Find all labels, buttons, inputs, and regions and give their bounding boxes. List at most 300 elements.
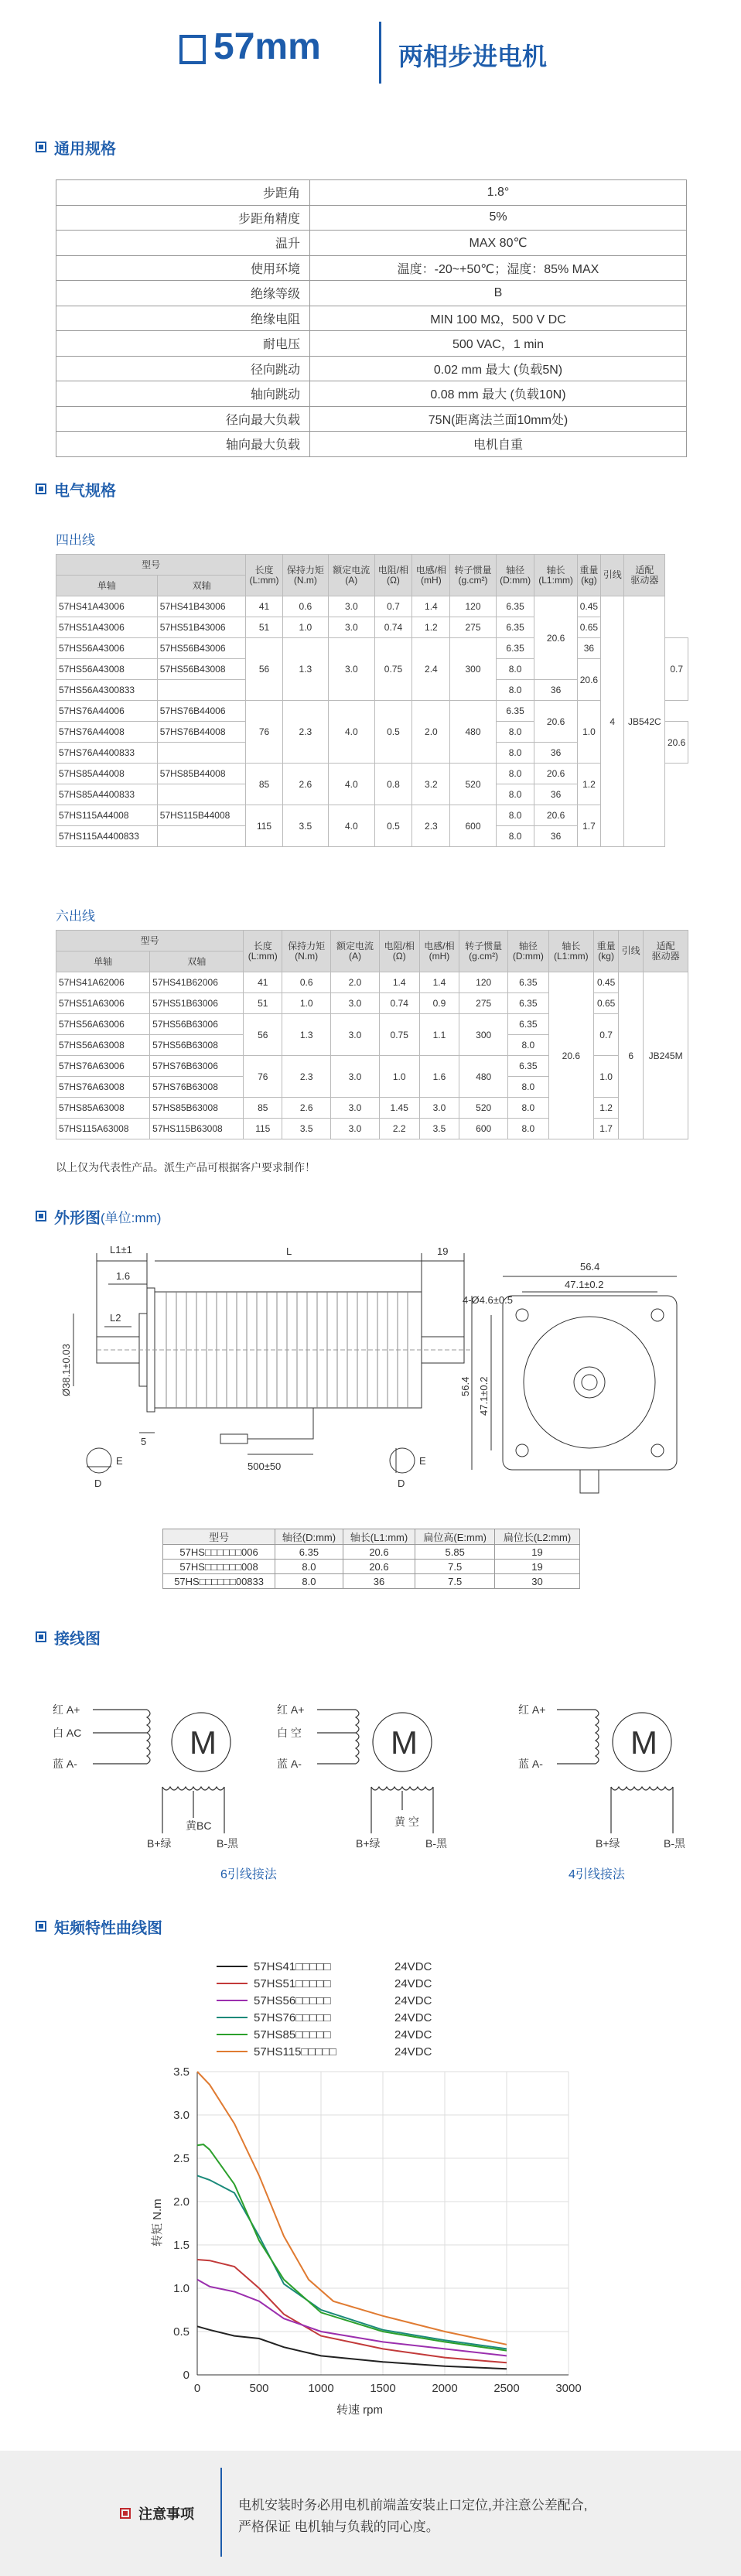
header-cell: 适配 驱动器 (644, 931, 688, 972)
cell: 4.0 (329, 701, 374, 764)
cell: 1.0 (282, 993, 331, 1014)
cell: 57HS41B62006 (150, 972, 244, 993)
wire-red: 红 A+ (53, 1703, 80, 1716)
header-cell: 单轴 (56, 951, 150, 972)
cell: 120 (450, 596, 496, 617)
wire-white-2: 白 空 (277, 1727, 302, 1739)
x-tick-label: 2000 (432, 2382, 458, 2395)
series-line-2 (197, 2260, 507, 2362)
header-cell: 重量 (kg) (594, 931, 619, 972)
header-cell: 引线 (619, 931, 644, 972)
cell: 1.4 (419, 972, 459, 993)
y-tick-label: 0 (183, 2369, 190, 2382)
x-tick-label: 1500 (370, 2382, 396, 2395)
header-cell: 双轴 (157, 576, 246, 596)
y-tick-label: 3.5 (173, 2065, 190, 2079)
cell: 57HS76A4400833 (56, 743, 158, 764)
dim-19: 19 (437, 1245, 449, 1257)
header-cell: 轴长(L1:mm) (343, 1529, 415, 1545)
cell: 8.0 (508, 1035, 549, 1056)
section-bullet-icon (36, 1211, 46, 1221)
cell: 0.5 (374, 805, 412, 847)
cell: 57HS56A43008 (56, 659, 158, 680)
cell: 520 (459, 1098, 508, 1119)
cell: 6.35 (508, 1056, 549, 1077)
dim-lead-length: 500±50 (248, 1461, 282, 1472)
legend-voltage: 24VDC (394, 1977, 432, 1990)
header-cell: 额定电流 (A) (331, 931, 380, 972)
spec-row (56, 306, 687, 331)
cell: 1.6 (419, 1056, 459, 1098)
dim-flange-width: 56.4 (580, 1261, 600, 1273)
spec-row (56, 255, 687, 281)
y-tick-label: 1.5 (173, 2239, 190, 2252)
legend-label: 57HS56□□□□□ (254, 1994, 331, 2007)
cell: B (310, 281, 687, 306)
table-row (56, 1014, 688, 1035)
cell: 1.2 (577, 764, 600, 805)
dim-hole-pitch-h: 47.1±0.2 (565, 1279, 604, 1290)
four-lead-table (56, 554, 688, 847)
cell: 57HS76B63006 (150, 1056, 244, 1077)
header-cell: 电感/相 (mH) (412, 555, 450, 596)
cell: 520 (450, 764, 496, 805)
cell: 1.7 (594, 1119, 619, 1139)
section-torque-title: 矩频特性曲线图 (36, 1918, 162, 1934)
dim-d-left: D (94, 1478, 102, 1489)
cell: 57HS85A44008 (56, 764, 158, 784)
cell: 85 (246, 764, 282, 805)
y-tick-label: 2.0 (173, 2195, 190, 2209)
header-cell: 型号 (56, 555, 246, 576)
six-lead-subtitle: 六出线 (56, 909, 95, 924)
header-cell: 电阻/相 (Ω) (379, 931, 419, 972)
cell: 56 (244, 1014, 282, 1056)
torque-chart (116, 1957, 611, 2421)
cell: 115 (244, 1119, 282, 1139)
cell: 30 (495, 1574, 580, 1589)
cell: 57HS115B63008 (150, 1119, 244, 1139)
cell: 57HS56A4300833 (56, 680, 158, 701)
table-row (163, 1560, 580, 1574)
cell: 36 (577, 638, 600, 659)
cell: 57HS56B63008 (150, 1035, 244, 1056)
cell: 6.35 (508, 1014, 549, 1035)
cell: 20.6 (534, 764, 577, 784)
legend-voltage: 24VDC (394, 2028, 432, 2041)
wire-yellow: 黄BC (186, 1819, 212, 1832)
cell: 8.0 (496, 680, 534, 701)
cell: 8.0 (508, 1119, 549, 1139)
cell: 600 (450, 805, 496, 847)
cell: 8.0 (508, 1077, 549, 1098)
cell: 3.0 (331, 1014, 380, 1056)
cell: 使用环境 (56, 255, 310, 281)
cell: 75N(距离法兰面10mm处) (310, 406, 687, 432)
cell: 0.9 (419, 993, 459, 1014)
spec-row (56, 432, 687, 457)
cell: 1.2 (412, 617, 450, 638)
cell: 0.5 (374, 701, 412, 764)
footer-bullet-icon (120, 2508, 131, 2519)
cell: 8.0 (496, 826, 534, 847)
table-row (56, 805, 688, 826)
cell: 1.0 (594, 1056, 619, 1098)
cell: 57HS115A63008 (56, 1119, 150, 1139)
cell: 2.3 (282, 1056, 331, 1098)
cell: 1.2 (594, 1098, 619, 1119)
cell: 0.6 (282, 972, 331, 993)
cell: 57HS85A4400833 (56, 784, 158, 805)
cell: 300 (450, 638, 496, 701)
dim-flange-height: 56.4 (459, 1376, 471, 1396)
cell: 6.35 (508, 972, 549, 993)
cell: JB542C (624, 596, 665, 847)
cell: 57HS□□□□□□00833 (163, 1574, 275, 1589)
cell: 8.0 (508, 1098, 549, 1119)
header-model-size: 57mm (213, 26, 321, 67)
x-tick-label: 500 (249, 2382, 269, 2395)
table-row (163, 1545, 580, 1560)
cell: 57HS41A62006 (56, 972, 150, 993)
cell: 36 (534, 680, 577, 701)
cell: 500 VAC，1 min (310, 331, 687, 357)
cell: 0.45 (577, 596, 600, 617)
cell: 36 (534, 743, 577, 764)
table-row (56, 701, 688, 722)
cell: 41 (244, 972, 282, 993)
cell: 8.0 (496, 659, 534, 680)
legend-voltage: 24VDC (394, 2011, 432, 2024)
cell: 0.75 (379, 1014, 419, 1056)
cell: 径向跳动 (56, 356, 310, 381)
cell: 20.6 (548, 972, 594, 1139)
wire-green-2: B+绿 (356, 1837, 381, 1850)
table-row (56, 1056, 688, 1077)
header-cell: 电感/相 (mH) (419, 931, 459, 972)
cell: 8.0 (496, 743, 534, 764)
section-outline-title: 外形图 (单位:mm) (36, 1208, 161, 1224)
cell: 8.0 (275, 1574, 343, 1589)
motor-symbol: M (190, 1724, 217, 1761)
cell: 57HS85A63008 (56, 1098, 150, 1119)
cell: 步距角 (56, 180, 310, 206)
cell: 2.6 (282, 1098, 331, 1119)
cell: 轴向最大负载 (56, 432, 310, 457)
cell: 19 (495, 1560, 580, 1574)
dim-l2: L2 (110, 1312, 121, 1324)
header-square-icon (179, 35, 206, 64)
cell: 20.6 (577, 659, 600, 701)
cell: 20.6 (343, 1560, 415, 1574)
cell: 57HS115A4400833 (56, 826, 158, 847)
cell: 57HS76B63008 (150, 1077, 244, 1098)
header-cell: 保持力矩 (N.m) (282, 555, 328, 596)
cell: 57HS76A63006 (56, 1056, 150, 1077)
cell: 2.4 (412, 638, 450, 701)
table-row (56, 993, 688, 1014)
cell: 6.35 (275, 1545, 343, 1560)
cell: 51 (246, 617, 282, 638)
wire-red-4: 红 A+ (518, 1703, 546, 1716)
cell: 3.0 (331, 1098, 380, 1119)
cell: 1.4 (379, 972, 419, 993)
cell: 57HS85B44008 (157, 764, 246, 784)
cell: 57HS56A63006 (56, 1014, 150, 1035)
x-tick-label: 2500 (493, 2382, 520, 2395)
cell: 20.6 (343, 1545, 415, 1560)
footer-text: 电机安装时务必用电机前端盖安装止口定位,并注意公差配合, 严格保证 电机轴与负载的同心度。 (238, 2498, 588, 2534)
dimension-table (162, 1529, 580, 1589)
dim-d-right: D (398, 1478, 405, 1489)
cell: 2.0 (412, 701, 450, 764)
cell: 3.0 (331, 1056, 380, 1098)
dim-mount-holes: 4-Ø4.6±0.5 (463, 1294, 513, 1306)
cell: 51 (244, 993, 282, 1014)
cell: 57HS76A63008 (56, 1077, 150, 1098)
cell: 57HS56A43006 (56, 638, 158, 659)
cell: 20.6 (665, 722, 688, 764)
header-cell: 型号 (56, 931, 244, 951)
wire-black-2: B-黑 (425, 1837, 447, 1850)
cell: 8.0 (496, 784, 534, 805)
six-lead-table (56, 930, 688, 1139)
cell: 57HS41A43006 (56, 596, 158, 617)
header-cell: 轴径(D:mm) (275, 1529, 343, 1545)
cell: 600 (459, 1119, 508, 1139)
wire-black-4: B-黑 (664, 1837, 685, 1850)
cell: 1.3 (282, 1014, 331, 1056)
cell: 480 (450, 701, 496, 764)
cell (157, 743, 246, 764)
section-electrical-title: 电气规格 (36, 481, 116, 497)
cell: 3.0 (331, 1119, 380, 1139)
cell: 8.0 (275, 1560, 343, 1574)
cell: 20.6 (534, 805, 577, 826)
section-bullet-icon (36, 1921, 46, 1932)
cell: 3.5 (419, 1119, 459, 1139)
cell: 57HS76B44008 (157, 722, 246, 743)
dim-pilot-dia: Ø38.1±0.03 (60, 1344, 72, 1396)
dim-hole-pitch-v: 47.1±0.2 (478, 1376, 490, 1416)
cell: 85 (244, 1098, 282, 1119)
wire-green: B+绿 (147, 1837, 172, 1850)
cell: 275 (450, 617, 496, 638)
cell: 3.5 (282, 1119, 331, 1139)
cell: 0.74 (379, 993, 419, 1014)
cell: 57HS56A63008 (56, 1035, 150, 1056)
dim-1-6: 1.6 (116, 1270, 131, 1282)
legend-label: 57HS41□□□□□ (254, 1960, 331, 1973)
cell: 2.0 (331, 972, 380, 993)
cell: 57HS76A44006 (56, 701, 158, 722)
header-cell: 转子惯量 (g.cm²) (459, 931, 508, 972)
cell: 57HS85B63008 (150, 1098, 244, 1119)
wire-blue-4: 蓝 A- (518, 1758, 543, 1770)
cell: 7.5 (415, 1574, 495, 1589)
header-cell: 轴长 (L1:mm) (548, 931, 594, 972)
spec-row (56, 281, 687, 306)
x-tick-label: 1000 (308, 2382, 334, 2395)
cell: 6.35 (508, 993, 549, 1014)
dim-l1: L1±1 (110, 1244, 132, 1256)
header-cell: 长度 (L:mm) (246, 555, 282, 596)
cell (157, 826, 246, 847)
cell: 0.65 (577, 617, 600, 638)
cell: 1.3 (282, 638, 328, 701)
cell: 电机自重 (310, 432, 687, 457)
wire-blue-2: 蓝 A- (277, 1758, 302, 1770)
cell: 0.74 (374, 617, 412, 638)
cell: 20.6 (534, 701, 577, 743)
x-tick-label: 0 (193, 2382, 201, 2395)
cell: 2.3 (412, 805, 450, 847)
y-tick-label: 3.0 (173, 2109, 190, 2122)
cell: 57HS51A63006 (56, 993, 150, 1014)
cell: 57HS115A44008 (56, 805, 158, 826)
header-cell: 轴长 (L1:mm) (534, 555, 577, 596)
cell: 36 (534, 784, 577, 805)
wire-white: 白 AC (53, 1727, 82, 1739)
cell: 0.45 (594, 972, 619, 993)
cell: 3.0 (331, 993, 380, 1014)
cell: 3.5 (282, 805, 328, 847)
cell: 6.35 (496, 638, 534, 659)
spec-row (56, 406, 687, 432)
legend-label: 57HS115□□□□□ (254, 2045, 336, 2058)
header-cell: 保持力矩 (N.m) (282, 931, 331, 972)
motor-symbol: M (391, 1724, 418, 1761)
header-cell: 双轴 (150, 951, 244, 972)
cell: 57HS51B43006 (157, 617, 246, 638)
cell: 6.35 (496, 701, 534, 722)
six-lead-caption: 6引线接法 (220, 1868, 277, 1881)
dim-5: 5 (141, 1436, 147, 1447)
cell: 4.0 (329, 764, 374, 805)
table-row (56, 972, 688, 993)
cell: 57HS56B43008 (157, 659, 246, 680)
general-spec-table (56, 179, 687, 457)
cell: 3.0 (419, 1098, 459, 1119)
cell: 57HS115B44008 (157, 805, 246, 826)
cell: 轴向跳动 (56, 381, 310, 407)
section-bullet-icon (36, 1631, 46, 1642)
x-axis-label: 转速 rpm (336, 2403, 384, 2417)
cell: 1.4 (412, 596, 450, 617)
cell: 4 (601, 596, 624, 847)
cell: 1.8° (310, 180, 687, 206)
y-tick-label: 1.0 (173, 2282, 190, 2295)
cell: 480 (459, 1056, 508, 1098)
cell: 56 (246, 638, 282, 701)
four-lead-subtitle: 四出线 (56, 533, 95, 548)
cell: 6 (619, 972, 644, 1139)
cell: 0.7 (665, 638, 688, 701)
cell (157, 680, 246, 701)
cell: 1.1 (419, 1014, 459, 1056)
cell: 1.0 (379, 1056, 419, 1098)
cell: 0.08 mm 最大 (负载10N) (310, 381, 687, 407)
cell: 2.3 (282, 701, 328, 764)
wire-green-4: B+绿 (596, 1837, 620, 1850)
section-bullet-icon (36, 142, 46, 152)
cell: 8.0 (496, 805, 534, 826)
cell: 41 (246, 596, 282, 617)
legend-voltage: 24VDC (394, 1994, 432, 2007)
cell: 120 (459, 972, 508, 993)
motor-symbol: M (630, 1724, 657, 1761)
cell: 3.0 (329, 596, 374, 617)
cell: 275 (459, 993, 508, 1014)
legend-label: 57HS85□□□□□ (254, 2028, 331, 2041)
header-cell: 长度 (L:mm) (244, 931, 282, 972)
header-cell: 轴径 (D:mm) (496, 555, 534, 596)
cell: 300 (459, 1014, 508, 1056)
cell: 6.35 (496, 596, 534, 617)
table-row (56, 1098, 688, 1119)
header-cell: 转子惯量 (g.cm²) (450, 555, 496, 596)
outline-drawing (39, 1230, 712, 1516)
cell: 57HS76A44008 (56, 722, 158, 743)
dim-e-right: E (419, 1455, 426, 1467)
header-cell: 型号 (163, 1529, 275, 1545)
header-cell: 重量 (kg) (577, 555, 600, 596)
spec-row (56, 331, 687, 357)
legend-voltage: 24VDC (394, 2045, 432, 2058)
section-bullet-icon (36, 483, 46, 494)
cell: 2.6 (282, 764, 328, 805)
footer-title: 注意事项 (120, 2503, 194, 2523)
y-tick-label: 0.5 (173, 2325, 190, 2339)
cell: 76 (244, 1056, 282, 1098)
cell: 0.02 mm 最大 (负载5N) (310, 356, 687, 381)
y-axis-label: 转矩 N.m (151, 2198, 164, 2246)
cell: 36 (534, 826, 577, 847)
cell: 1.0 (282, 617, 328, 638)
section-wiring-title: 接线图 (36, 1629, 101, 1645)
cell: 57HS56B63006 (150, 1014, 244, 1035)
cell: 57HS51A43006 (56, 617, 158, 638)
cell: 5% (310, 205, 687, 231)
cell: 57HS76B44006 (157, 701, 246, 722)
header-cell: 扁位高(E:mm) (415, 1529, 495, 1545)
cell: 6.35 (496, 617, 534, 638)
header-cell: 额定电流 (A) (329, 555, 374, 596)
wire-blue: 蓝 A- (53, 1758, 77, 1770)
cell: 0.65 (594, 993, 619, 1014)
cell: 8.0 (496, 764, 534, 784)
header-cell: 引线 (601, 555, 624, 596)
table-row (56, 596, 688, 617)
header-cell: 单轴 (56, 576, 158, 596)
cell: 1.0 (577, 701, 600, 764)
cell: 耐电压 (56, 331, 310, 357)
cell: 温升 (56, 231, 310, 256)
cell: 温度：-20~+50℃；湿度：85% MAX (310, 255, 687, 281)
cell: 5.85 (415, 1545, 495, 1560)
cell: 2.2 (379, 1119, 419, 1139)
wiring-diagram (31, 1679, 712, 1888)
cell: 7.5 (415, 1560, 495, 1574)
wire-yellow-2: 黄 空 (394, 1816, 419, 1828)
cell: 径向最大负载 (56, 406, 310, 432)
cell: 0.7 (594, 1014, 619, 1056)
cell: 0.6 (282, 596, 328, 617)
header-cell: 轴径 (D:mm) (508, 931, 549, 972)
four-lead-caption: 4引线接法 (569, 1868, 625, 1881)
header-cell: 电阻/相 (Ω) (374, 555, 412, 596)
dim-l: L (286, 1245, 292, 1257)
